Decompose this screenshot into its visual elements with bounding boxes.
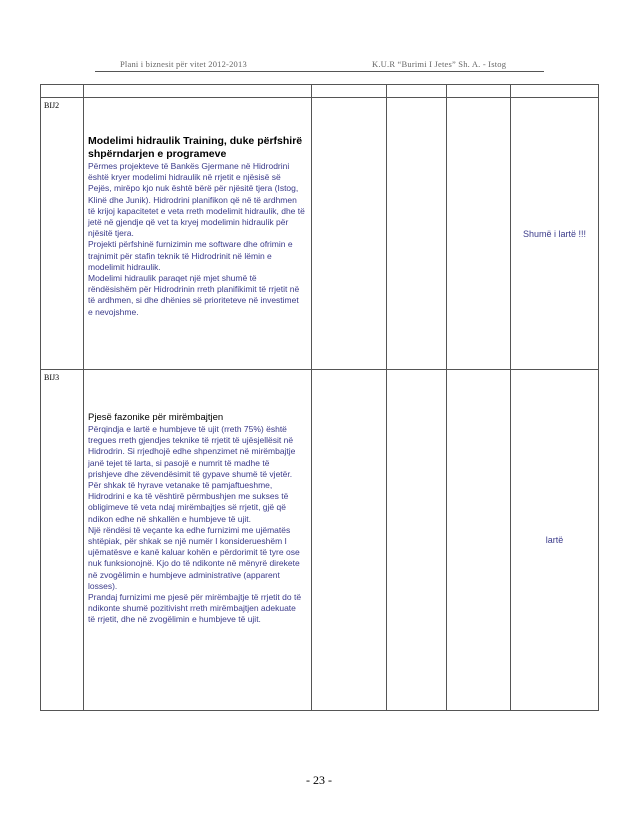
page-number: - 23 - (306, 773, 332, 787)
projects-table (40, 84, 599, 711)
project-title: Modelimi hidraulik Training, duke përfshirë shpërndarjen e programeve (88, 135, 303, 160)
project-description-cell (84, 370, 312, 711)
project-code: BIJ2 (41, 98, 84, 370)
project-description-cell (84, 98, 312, 370)
priority-cell (511, 98, 599, 370)
project-priority: lartë (545, 535, 564, 545)
table-row (41, 370, 599, 711)
project-code: BIJ3 (41, 370, 84, 711)
project-description: Përqindja e lartë e humbjeve të ujit (rreth 75%) është tregues rreth gjendjes teknike të rrjetit të ujësjellësit në Hidrodrin. Si rrjedhojë edhe shpenzimet në mirëmbajtje janë tejet të larta, si pasojë e numrit të madhe të prishjeve dhe zëvendësimit të gypave shumë të vjetër. Për shkak të hyrave vetanake të pamjaftueshme, Hidrodrini e ka të vështirë përmbushjen me sukses të obligimeve të veta ndaj mirëmbajtjes së rrjetit, gjë që ndikon edhe në shkallën e humbjeve të ujit. Një rëndësi të veçante ka edhe furnizimi me ujëmatës shtëpiak, për shkak se një numër I konsiderueshëm I ujëmatësve e kanë kaluar kohën e përdorimit të tyre ose nuk funksionojnë. Kjo do të ndikonte në mënyrë direkete në zvogëlimin e humbjeve administrative (apparent losses). Prandaj furnizimi me pjesë për mirëmbajtje të rrjetit do të ndikonte shumë pozitivisht rreth mirëmbajtjen adekuate të rrjetit, dhe në zvogëlimin e humbjeve të ujit. (88, 424, 302, 625)
priority-cell (511, 370, 599, 711)
table-header-row (41, 85, 599, 98)
header-plan-title: Plani i biznesit për vitet 2012-2013 (120, 59, 247, 69)
header-divider (95, 71, 544, 72)
project-priority: Shumë i lartë !!! (522, 228, 587, 239)
project-title: Pjesë fazonike për mirëmbajtjen (88, 412, 224, 423)
table-row (41, 98, 599, 370)
project-description: Përmes projekteve të Bankës Gjermane në Hidrodrini është kryer modelimi hidraulik në rrjetit e njësisë së Pejës, mirëpo kjo nuk është bërë për njësitë tjera (Istog, Klinë dhe Junik). Hidrodrini planifikon që në të ardhmen të krijoj kapacitetet e veta rreth modelimit hidraulik, dhe të jetë në gjendje që vet ta kryej modelimin hidraulik për njësitë tjera. Projekti përfshinë furnizimin me software dhe ofrimin e trajnimit për stafin teknik të Hidrodrinit në lëmin e modelimit hidraulik. Modelimi hidraulik paraqet një mjet shumë të rëndësishëm për Hidrodrinin rreth planifikimit të rrjetit në të ardhmen, si dhe dhënies së prioriteteve në investimet e nevojshme. (88, 161, 305, 317)
header-company-name: K.U.R “Burimi I Jetes” Sh. A. - Istog (372, 59, 507, 69)
